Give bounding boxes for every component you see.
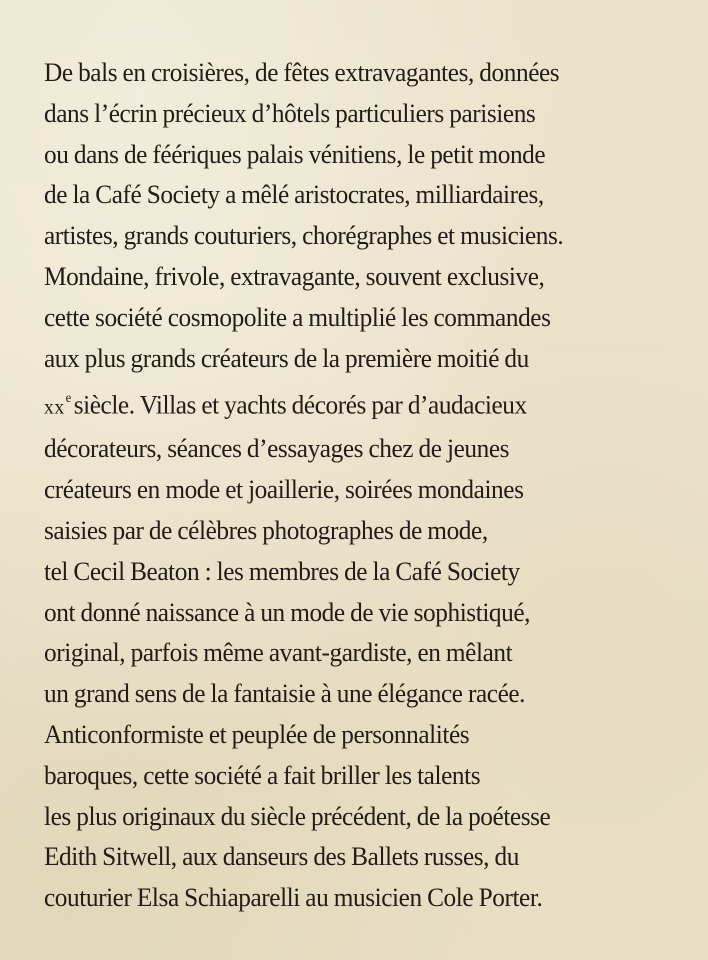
century-numeral: xx (44, 396, 65, 419)
text-line-1: De bals en croisières, de fêtes extravagantes, données (44, 57, 560, 87)
text-line-7: cette société cosmopolite a multiplié les commandes (44, 301, 551, 332)
text-line-4: de la Café Society a mêlé aristocrates, milliardaires, (44, 179, 544, 210)
text-line-9-rest: siècle. Villas et yachts décorés par d’audacieux (73, 389, 527, 420)
text-line-20: Edith Sitwell, aux danseurs des Ballets russes, du (44, 841, 519, 872)
text-line-21: couturier Elsa Schiaparelli au musicien Cole Porter. (44, 882, 543, 913)
text-line-2: dans l’écrin précieux d’hôtels particuliers parisiens (44, 97, 536, 128)
text-line-9 (44, 378, 655, 428)
text-line-5: artistes, grands couturiers, chorégraphes et musiciens. (44, 220, 564, 251)
text-line-12: saisies par de célèbres photographes de mode, (44, 515, 488, 546)
text-line-8: aux plus grands créateurs de la première moitié du (44, 342, 529, 373)
body-paragraph (44, 52, 655, 918)
text-line-6: Mondaine, frivole, extravagante, souvent exclusive, (44, 260, 545, 291)
century-superscript: e (65, 390, 71, 406)
text-line-18: baroques, cette société a fait briller les talents (44, 759, 481, 790)
text-line-16: un grand sens de la fantaisie à une élégance racée. (44, 678, 526, 709)
text-line-19: les plus originaux du siècle précédent, de la poétesse (44, 800, 551, 831)
text-line-15: original, parfois même avant-gardiste, en mêlant (44, 637, 513, 668)
text-line-3: ou dans de féériques palais vénitiens, le petit monde (44, 138, 546, 169)
text-line-17: Anticonformiste et peuplée de personnalités (44, 719, 470, 749)
text-line-13: tel Cecil Beaton : les membres de la Café Society (44, 555, 520, 586)
text-line-10: décorateurs, séances d’essayages chez de jeunes (44, 433, 510, 464)
text-line-11: créateurs en mode et joaillerie, soirées mondaines (44, 474, 524, 505)
text-line-14: ont donné naissance à un mode de vie sophistiqué, (44, 596, 531, 627)
